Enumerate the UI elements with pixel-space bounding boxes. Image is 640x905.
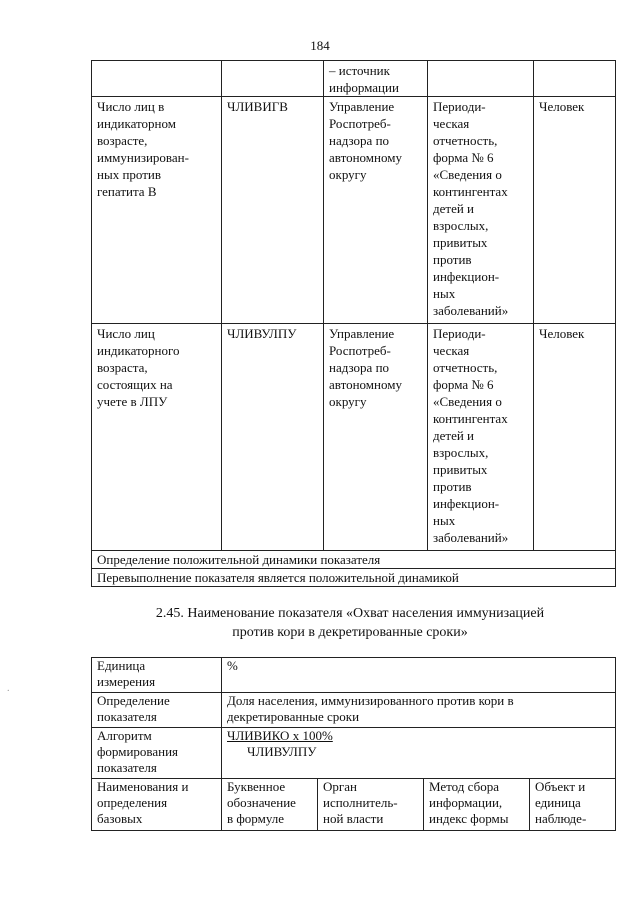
table-row bbox=[92, 324, 616, 551]
table-cell bbox=[428, 61, 534, 97]
indicator-organ: Управление Роспотреб- надзора по автономному округу bbox=[324, 97, 428, 324]
table-row bbox=[92, 97, 616, 324]
table-row bbox=[92, 728, 616, 779]
table-cell bbox=[222, 61, 324, 97]
definition-label: Определение показателя bbox=[92, 693, 222, 728]
indicator-base-table bbox=[91, 60, 616, 587]
unit-label: Единица измерения bbox=[92, 658, 222, 693]
dynamics-value: Перевыполнение показателя является положительной динамикой bbox=[92, 569, 616, 587]
indicator-code: ЧЛИВУЛПУ bbox=[222, 324, 324, 551]
formula-numerator: ЧЛИВИКО х 100% bbox=[227, 728, 333, 743]
table-row bbox=[92, 551, 616, 569]
base-header-code: Буквенное обозначение в формуле bbox=[222, 779, 318, 831]
indicator-code: ЧЛИВИГВ bbox=[222, 97, 324, 324]
table-row bbox=[92, 658, 616, 693]
table-row bbox=[92, 61, 616, 97]
definition-value: Доля населения, иммунизированного против кори в декретированные сроки bbox=[222, 693, 616, 728]
algorithm-formula bbox=[222, 728, 616, 779]
base-header-name: Наименования и определения базовых bbox=[92, 779, 222, 831]
page-number: 184 bbox=[310, 38, 330, 53]
table-cell bbox=[92, 61, 222, 97]
table-row bbox=[92, 569, 616, 587]
section-heading-line: против кори в декретированные сроки» bbox=[232, 625, 468, 640]
section-heading-line: 2.45. Наименование показателя «Охват населения иммунизацией bbox=[155, 606, 545, 621]
table-row bbox=[92, 779, 616, 831]
indicator-method: Периоди- ческая отчетность, форма № 6 «Сведения о контингентах детей и взрослых, привитых против инфекцион- ных заболеваний» bbox=[428, 97, 534, 324]
table-cell-source: – источник информации bbox=[324, 61, 428, 97]
table-cell bbox=[534, 61, 616, 97]
indicator-name: Число лиц индикаторного возраста, состоящих на учете в ЛПУ bbox=[92, 324, 222, 551]
algorithm-label: Алгоритм формирования показателя bbox=[92, 728, 222, 779]
indicator-name: Число лиц в индикаторном возрасте, иммунизирован- ных против гепатита В bbox=[92, 97, 222, 324]
margin-mark: . bbox=[7, 683, 10, 694]
base-header-organ: Орган исполнитель- ной власти bbox=[318, 779, 424, 831]
indicator-passport-table bbox=[91, 657, 616, 831]
indicator-unit: Человек bbox=[534, 324, 616, 551]
base-header-method: Метод сбора информации, индекс формы bbox=[424, 779, 530, 831]
formula-denominator: ЧЛИВУЛПУ bbox=[247, 744, 317, 759]
unit-value: % bbox=[222, 658, 616, 693]
section-heading bbox=[60, 604, 640, 642]
indicator-organ: Управление Роспотреб- надзора по автономному округу bbox=[324, 324, 428, 551]
table-row bbox=[92, 693, 616, 728]
base-header-object: Объект и единица наблюде- bbox=[530, 779, 616, 831]
indicator-unit: Человек bbox=[534, 97, 616, 324]
dynamics-definition: Определение положительной динамики показателя bbox=[92, 551, 616, 569]
indicator-method: Периоди- ческая отчетность, форма № 6 «Сведения о контингентах детей и взрослых, привитых против инфекцион- ных заболеваний» bbox=[428, 324, 534, 551]
